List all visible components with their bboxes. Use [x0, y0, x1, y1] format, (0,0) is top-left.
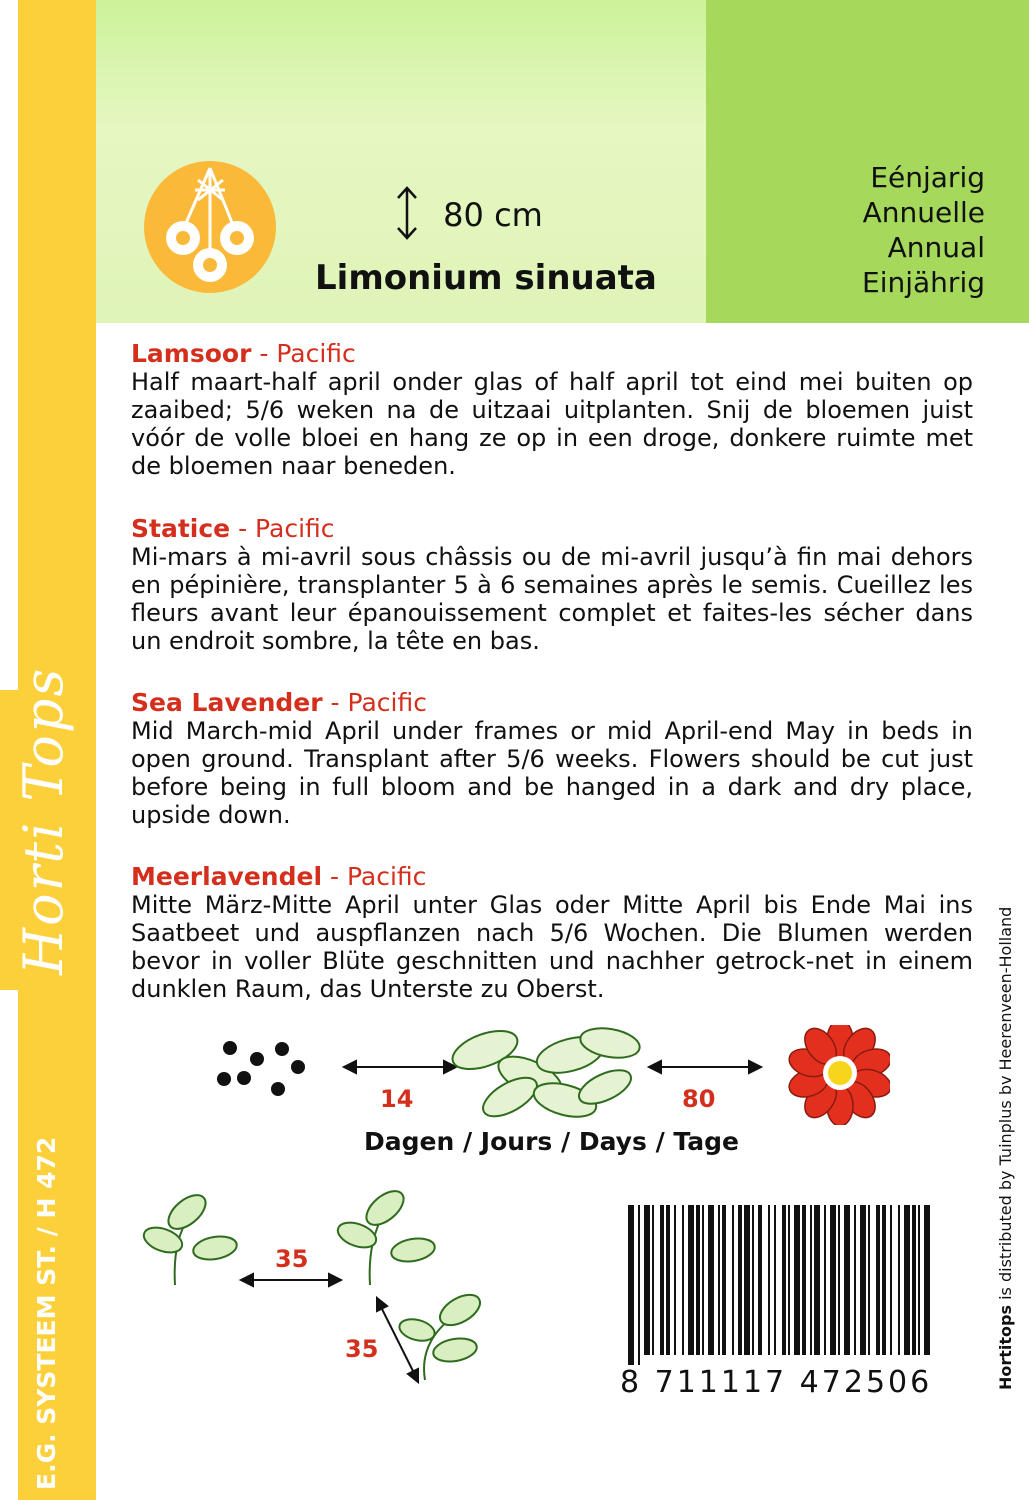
- barcode-bar: [882, 1205, 886, 1355]
- sowing-instructions: Mitte März-Mitte April unter Glas oder Mitte April bis Ende Mai ins Saatbeet und auspflanzen nach 5/6 Wochen. Die Blumen werden bevor in voller Blüte geschnitten und nachher getrock-net in einem dunklen Raum, das Unterste zu Oberst.: [131, 891, 973, 1003]
- height-arrow-icon: [395, 185, 419, 249]
- germination-days: 14: [380, 1085, 414, 1113]
- row-spacing-arrow-icon: [241, 1274, 341, 1286]
- barcode-bar: [708, 1205, 714, 1355]
- distributor-rest: is distributed by Tuinplus bv Heerenveen-Holland: [996, 906, 1015, 1305]
- barcode-bar: [904, 1205, 910, 1355]
- barcode-bar: [898, 1205, 900, 1355]
- system-code-text: E.G. SYSTEEM ST. / H 472: [32, 1136, 61, 1490]
- variety-name: Pacific: [346, 862, 427, 891]
- barcode-bar: [824, 1205, 826, 1355]
- species-name: Limonium sinuata: [315, 258, 657, 298]
- barcode-digits: 8 711117 472506: [620, 1365, 933, 1400]
- distributor-text: [996, 907, 1015, 1390]
- annual-labels: [862, 160, 985, 300]
- sidebar-strip-bottom: [0, 990, 18, 1500]
- common-name: Sea Lavender: [131, 688, 323, 717]
- barcode-bar: [890, 1205, 892, 1355]
- barcode-bar: [638, 1205, 640, 1365]
- variety-name: Pacific: [347, 688, 427, 717]
- barcode-bar: [732, 1205, 734, 1355]
- barcode-bar: [802, 1205, 806, 1355]
- barcode-bar: [918, 1205, 920, 1355]
- sowing-instructions: Mid March-mid April under frames or mid April-end May in beds in open ground. Transplant after 5/6 weeks. Flowers should be cut just before being in full bloom and be hanged in a dark and dry place, upside down.: [131, 717, 973, 829]
- barcode-bar: [722, 1205, 726, 1355]
- barcode-bar: [810, 1205, 812, 1355]
- plant-left-icon: [140, 1190, 238, 1285]
- row-spacing-value: 35: [275, 1245, 309, 1273]
- annual-nl: Eénjarig: [870, 161, 985, 194]
- barcode-bar: [652, 1205, 654, 1355]
- heading-separator: -: [251, 339, 277, 368]
- sidebar-strip: [0, 0, 18, 690]
- barcode-bar: [860, 1205, 866, 1355]
- barcode-bar: [854, 1205, 856, 1355]
- barcode-bar: [876, 1205, 880, 1355]
- plant-height: [395, 185, 543, 249]
- plant-spacing: [135, 1190, 485, 1390]
- barcode-bar: [768, 1205, 770, 1355]
- brand-text: Horti Tops: [12, 666, 75, 975]
- heading-separator: -: [322, 688, 348, 717]
- red-flower-icon: [786, 1025, 890, 1125]
- arrow-germination-icon: [344, 1061, 456, 1073]
- flower-bouquet-icon: [143, 160, 278, 299]
- distributor-brand: Hortitops: [996, 1304, 1015, 1390]
- barcode-bar: [774, 1205, 776, 1355]
- barcode-bar: [682, 1205, 684, 1355]
- heading-separator: -: [322, 862, 347, 891]
- seedlings-icon: [448, 1025, 642, 1124]
- barcode-bar: [830, 1205, 836, 1355]
- barcode: [620, 1205, 940, 1405]
- variety-name: Pacific: [255, 514, 335, 543]
- plant-spacing-value: 35: [345, 1335, 379, 1363]
- flowering-days: 80: [682, 1085, 716, 1113]
- barcode-bar: [660, 1205, 664, 1355]
- barcode-bar: [702, 1205, 704, 1355]
- barcode-bar: [688, 1205, 694, 1355]
- distributor-note: [996, 820, 1026, 1390]
- heading-separator: -: [230, 514, 256, 543]
- barcode-bar: [814, 1205, 820, 1355]
- plant-top-right-icon: [334, 1190, 436, 1285]
- barcode-bar: [758, 1205, 762, 1355]
- sowing-instructions: Mi-mars à mi-avril sous châssis ou de mi-avril jusqu’à fin mai dehors en pépinière, transplanter 5 à 6 semaines après le semis. Cueillez les fleurs avant leur épanouissement complet et faites-les sécher dans un endroit sombre, la tête en bas.: [131, 543, 973, 655]
- sidebar: [0, 0, 96, 1500]
- common-name: Lamsoor: [131, 339, 252, 368]
- barcode-bar: [752, 1205, 754, 1355]
- barcode-bar: [628, 1205, 634, 1365]
- height-value: 80 cm: [443, 196, 543, 234]
- barcode-bar: [924, 1205, 930, 1355]
- arrow-flowering-icon: [649, 1061, 761, 1073]
- section-heading: [131, 863, 973, 891]
- system-code: [22, 1000, 82, 1490]
- barcode-bar: [868, 1205, 870, 1355]
- section-dutch: [131, 340, 973, 480]
- barcode-bars: [620, 1205, 940, 1365]
- annual-fr: Annuelle: [862, 196, 985, 229]
- sowing-instructions: Half maart-half april onder glas of half april tot eind mei buiten op zaaibed; 5/6 weken na de uitzaai uitplanten. Snij de bloemen juist vóór de volle bloei en hang ze op in een droge, donkere ruimte met de bloemen naar beneden.: [131, 368, 973, 480]
- barcode-bar: [674, 1205, 676, 1355]
- section-french: [131, 515, 973, 655]
- variety-name: Pacific: [276, 339, 356, 368]
- barcode-bar: [788, 1205, 790, 1355]
- common-name: Meerlavendel: [131, 862, 323, 891]
- brand-logo: [4, 666, 94, 990]
- barcode-bar: [844, 1205, 850, 1355]
- section-heading: [131, 515, 973, 543]
- annual-de: Einjährig: [862, 266, 985, 299]
- barcode-bar: [644, 1205, 650, 1355]
- barcode-bar: [794, 1205, 800, 1355]
- barcode-bar: [666, 1205, 670, 1355]
- section-german: [131, 863, 973, 1003]
- annual-en: Annual: [887, 231, 985, 264]
- section-heading: [131, 340, 973, 368]
- plant-spacing-arrow-icon: [377, 1298, 418, 1382]
- barcode-bar: [912, 1205, 916, 1355]
- barcode-bar: [696, 1205, 700, 1355]
- seeds-icon: [217, 1041, 305, 1096]
- days-label: Dagen / Jours / Days / Tage: [364, 1127, 739, 1156]
- section-heading: [131, 689, 973, 717]
- barcode-bar: [718, 1205, 720, 1355]
- barcode-bar: [744, 1205, 750, 1355]
- barcode-bar: [782, 1205, 786, 1355]
- section-english: [131, 689, 973, 829]
- barcode-bar: [838, 1205, 840, 1355]
- common-name: Statice: [131, 514, 231, 543]
- barcode-bar: [738, 1205, 742, 1355]
